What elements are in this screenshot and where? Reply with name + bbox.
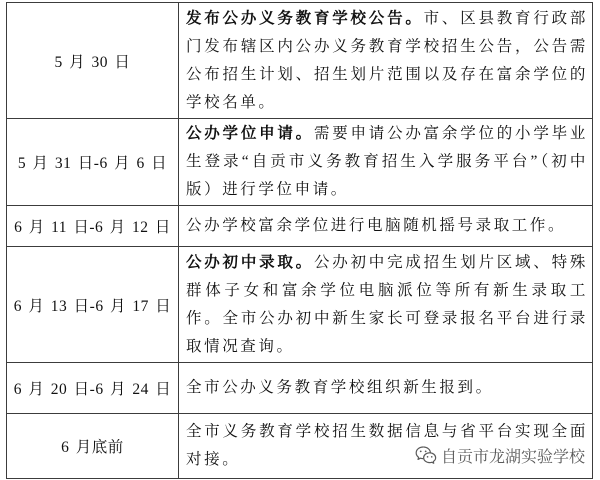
row-description-cell xyxy=(179,3,593,119)
row-date: 6 月 11 日-6 月 12 日 xyxy=(14,219,171,236)
row-step-detail: 公办初中完成招生划片区域、特殊群体子女和富余学位电脑派位等所有新生录取工作。全市公办初中新生家长可登录报名平台进行录取情况查询。 xyxy=(186,253,588,355)
row-step-detail: 全市公办义务教育学校组织新生报到。 xyxy=(186,379,494,396)
row-date: 6 月 13 日-6 月 17 日 xyxy=(13,297,172,315)
wechat-watermark xyxy=(415,444,585,466)
row-step-title: 公办学位申请。 xyxy=(186,125,314,142)
row-date: 6 月底前 xyxy=(61,439,124,456)
row-date: 5 月 31 日-6 月 6 日 xyxy=(17,155,168,172)
row-date: 6 月 20 日-6 月 24 日 xyxy=(13,381,172,398)
row-step-detail: 需要申请公办富余学位的小学毕业生登录“自贡市义务教育招生入学服务平台”（初中版）进行学位申请。 xyxy=(186,125,588,198)
watermark-text: 自贡市龙湖实验学校 xyxy=(441,448,586,466)
row-step-title: 公办初中录取。 xyxy=(186,253,314,271)
row-description-cell xyxy=(179,119,593,206)
row-date-cell xyxy=(7,3,179,119)
row-step-detail: 全市义务教育学校招生数据信息与省平台实现全面对接。 xyxy=(186,423,588,468)
row-date-cell xyxy=(7,247,179,363)
row-description xyxy=(186,212,588,240)
row-date-cell xyxy=(7,119,179,206)
row-description-cell xyxy=(179,247,593,363)
row-step-title: 发布公办义务教育学校公告。 xyxy=(186,9,424,27)
row-description xyxy=(186,5,588,117)
row-description xyxy=(186,249,588,361)
row-description xyxy=(186,374,588,402)
row-description xyxy=(186,120,588,204)
row-date: 5 月 30 日 xyxy=(54,53,131,71)
row-date-cell xyxy=(7,363,179,414)
schedule-table xyxy=(6,2,593,479)
row-step-detail: 公办学校富余学位进行电脑随机摇号录取工作。 xyxy=(186,217,567,234)
row-step-detail: 市、区县教育行政部门发布辖区内公办义务教育学校招生公告，公告需公布招生计划、招生划片范围以及存在富余学位的学校名单。 xyxy=(186,9,588,111)
row-date-cell xyxy=(7,414,179,479)
row-description-cell xyxy=(179,206,593,247)
row-date-cell xyxy=(7,206,179,247)
row-description-cell xyxy=(179,363,593,414)
wechat-icon xyxy=(415,445,437,465)
